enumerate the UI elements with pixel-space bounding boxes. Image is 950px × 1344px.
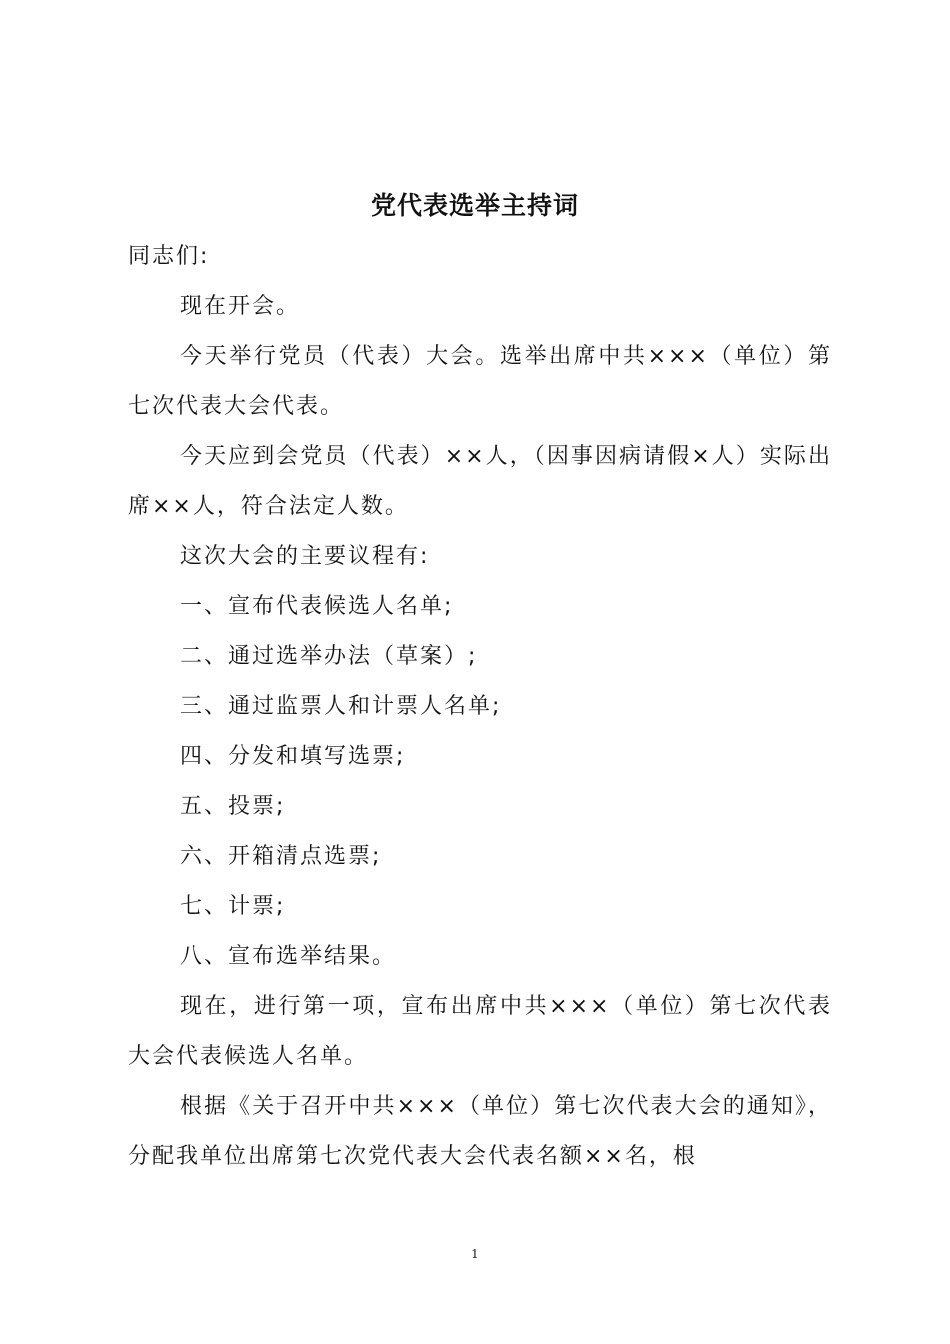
paragraph-notice: 根据《关于召开中共×××（单位）第七次代表大会的通知》，分配我单位出席第七次党代表大会代表名额××名，根	[128, 1094, 832, 1169]
agenda-item-7: 七、计票;	[180, 894, 286, 919]
paragraph-agenda-intro: 这次大会的主要议程有:	[180, 544, 430, 569]
salutation: 同志们:	[128, 244, 210, 269]
document-title: 党代表选举主持词	[370, 191, 579, 220]
paragraph-first-item: 现在，进行第一项，宣布出席中共×××（单位）第七次代表大会代表候选人名单。	[128, 994, 832, 1069]
agenda-item-3: 三、通过监票人和计票人名单;	[180, 694, 502, 719]
agenda-item-8: 八、宣布选举结果。	[180, 944, 397, 969]
paragraph-attendance: 今天应到会党员（代表）××人，（因事因病请假×人）实际出席××人，符合法定人数。	[128, 444, 832, 519]
page-number: 1	[471, 1247, 479, 1261]
agenda-item-4: 四、分发和填写选票;	[180, 744, 406, 769]
document-body	[128, 232, 832, 1182]
paragraph-open-meeting: 现在开会。	[180, 294, 301, 319]
agenda-item-2: 二、通过选举办法（草案）;	[180, 644, 478, 669]
agenda-item-5: 五、投票;	[180, 794, 286, 819]
paragraph-meeting-purpose: 今天举行党员（代表）大会。选举出席中共×××（单位）第七次代表大会代表。	[128, 344, 832, 419]
agenda-item-6: 六、开箱清点选票;	[180, 844, 382, 869]
agenda-item-1: 一、宣布代表候选人名单;	[180, 594, 454, 619]
